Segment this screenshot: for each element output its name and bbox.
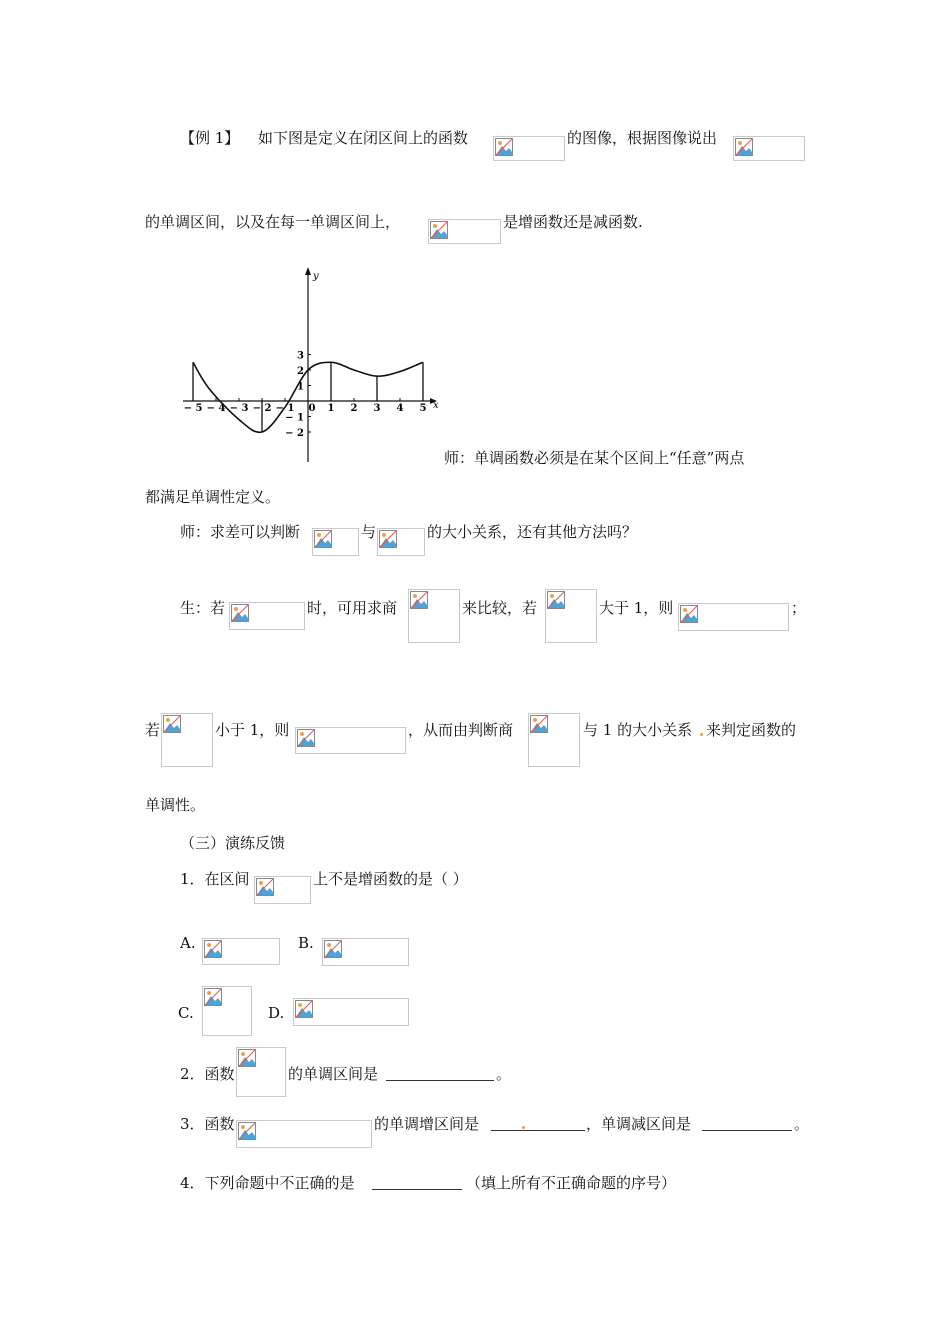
mark-dot bbox=[700, 733, 703, 736]
x-tick-label: 4 bbox=[396, 403, 404, 414]
example-text-3: 的单调区间，以及在每一单调区间上， bbox=[145, 213, 401, 231]
y-tick-label: 1 bbox=[297, 381, 304, 393]
formula-image bbox=[295, 727, 406, 754]
broken-image-icon bbox=[547, 591, 565, 609]
x-tick-label: 1 bbox=[327, 403, 335, 414]
y-tick-label: − 2 bbox=[285, 428, 304, 439]
q4-answer-blank[interactable] bbox=[372, 1175, 462, 1190]
q2-text-c: 。 bbox=[496, 1065, 512, 1083]
student-text-e: ； bbox=[791, 599, 807, 617]
section-heading: （三）演练反馈 bbox=[180, 834, 286, 852]
formula-image bbox=[161, 713, 213, 767]
q1-text-a: 1．在区间 bbox=[180, 870, 250, 888]
broken-image-icon bbox=[430, 221, 448, 239]
broken-image-icon bbox=[163, 715, 181, 733]
broken-image-icon bbox=[379, 530, 397, 548]
formula-image bbox=[678, 603, 789, 631]
formula-image bbox=[254, 876, 311, 904]
example-text-2: 的图像，根据图像说出 bbox=[567, 129, 718, 147]
formula-image bbox=[545, 589, 597, 643]
q4-text-a: 4．下列命题中不正确的是 bbox=[180, 1174, 355, 1192]
x-tick-label: 5 bbox=[419, 403, 427, 414]
if-text-c: ，从而由判断商 bbox=[408, 721, 514, 739]
student-text-d: 大于 1，则 bbox=[599, 599, 674, 617]
formula-image bbox=[528, 713, 580, 767]
broken-image-icon bbox=[295, 1000, 313, 1018]
formula-image bbox=[493, 136, 565, 161]
y-tick-label: 2 bbox=[297, 366, 304, 377]
y-tick-label: − 1 bbox=[285, 412, 304, 424]
q2-text-b: 的单调区间是 bbox=[288, 1065, 379, 1083]
formula-image bbox=[322, 938, 409, 966]
broken-image-icon bbox=[204, 988, 222, 1006]
example-text-1: 如下图是定义在闭区间上的函数 bbox=[258, 129, 469, 147]
q2-text-a: 2．函数 bbox=[180, 1065, 235, 1083]
x-tick-label: 2 bbox=[350, 403, 358, 414]
q1-text-b: 上不是增函数的是（ ） bbox=[313, 870, 468, 888]
x-tick-label: − 5 bbox=[183, 403, 203, 414]
broken-image-icon bbox=[324, 940, 342, 958]
q3-text-a: 3．函数 bbox=[180, 1115, 235, 1133]
q3-text-b: 的单调增区间是 bbox=[374, 1115, 480, 1133]
broken-image-icon bbox=[204, 940, 222, 958]
example-text-4: 是增函数还是减函数. bbox=[503, 213, 643, 231]
formula-image bbox=[236, 1047, 286, 1097]
formula-image bbox=[377, 528, 425, 556]
x-tick-label: 3 bbox=[373, 403, 381, 414]
if-text-e: 来判定函数的 bbox=[706, 721, 797, 739]
x-tick-label: 0 bbox=[308, 403, 316, 414]
x-axis-label: x bbox=[433, 400, 439, 411]
formula-image bbox=[293, 998, 409, 1026]
q1-option-c-label: C. bbox=[178, 1004, 194, 1022]
broken-image-icon bbox=[530, 715, 548, 733]
q1-option-b-label: B. bbox=[298, 934, 314, 952]
q1-option-a-label: A. bbox=[180, 934, 196, 952]
formula-image bbox=[312, 528, 359, 556]
formula-image bbox=[202, 938, 280, 965]
student-text-a: 生：若 bbox=[180, 599, 226, 617]
formula-image bbox=[236, 1120, 372, 1148]
broken-image-icon bbox=[735, 138, 753, 156]
teacher-note-line-1: 师：单调函数必须是在某个区间上“任意”两点 bbox=[444, 449, 745, 467]
mark-dot bbox=[522, 1126, 525, 1129]
formula-image bbox=[202, 986, 252, 1036]
formula-image bbox=[733, 136, 805, 161]
x-tick-label: − 2 bbox=[252, 403, 272, 414]
if-text-a: 若 bbox=[145, 721, 161, 739]
broken-image-icon bbox=[256, 878, 274, 896]
student-text-c: 来比较，若 bbox=[462, 599, 538, 617]
if-text-line2: 单调性。 bbox=[145, 796, 206, 814]
x-tick-label: − 1 bbox=[275, 403, 295, 414]
teacher-question-a: 师：求差可以判断 bbox=[180, 523, 301, 541]
broken-image-icon bbox=[297, 729, 315, 747]
function-graph bbox=[175, 265, 445, 465]
example-tag: 【例 1】 bbox=[180, 129, 240, 147]
y-tick-label: 3 bbox=[297, 350, 304, 362]
x-tick-label: − 3 bbox=[229, 403, 249, 414]
q3-decrease-blank[interactable] bbox=[702, 1116, 792, 1131]
q2-answer-blank[interactable] bbox=[386, 1066, 494, 1081]
broken-image-icon bbox=[314, 530, 332, 548]
q3-increase-blank[interactable] bbox=[491, 1116, 585, 1131]
x-tick-label: − 4 bbox=[206, 403, 226, 414]
y-axis-arrow bbox=[305, 267, 311, 275]
broken-image-icon bbox=[680, 605, 698, 623]
q4-text-b: （填上所有不正确命题的序号） bbox=[466, 1174, 677, 1192]
teacher-note-line-2: 都满足单调性定义。 bbox=[145, 488, 281, 506]
student-text-b: 时，可用求商 bbox=[307, 599, 398, 617]
teacher-question-b: 与 bbox=[361, 523, 377, 541]
broken-image-icon bbox=[410, 591, 428, 609]
q1-option-d-label: D. bbox=[268, 1004, 285, 1022]
broken-image-icon bbox=[238, 1049, 256, 1067]
formula-image bbox=[229, 602, 305, 630]
formula-image bbox=[428, 219, 501, 244]
broken-image-icon bbox=[238, 1122, 256, 1140]
if-text-b: 小于 1，则 bbox=[215, 721, 290, 739]
if-text-d: 与 1 的大小关系 bbox=[583, 721, 693, 739]
broken-image-icon bbox=[231, 604, 249, 622]
q3-text-c: ，单调减区间是 bbox=[586, 1115, 692, 1133]
q3-text-d: 。 bbox=[794, 1115, 810, 1133]
broken-image-icon bbox=[495, 138, 513, 156]
formula-image bbox=[408, 589, 460, 643]
y-axis-label: y bbox=[313, 271, 319, 282]
teacher-question-c: 的大小关系，还有其他方法吗？ bbox=[427, 523, 638, 541]
